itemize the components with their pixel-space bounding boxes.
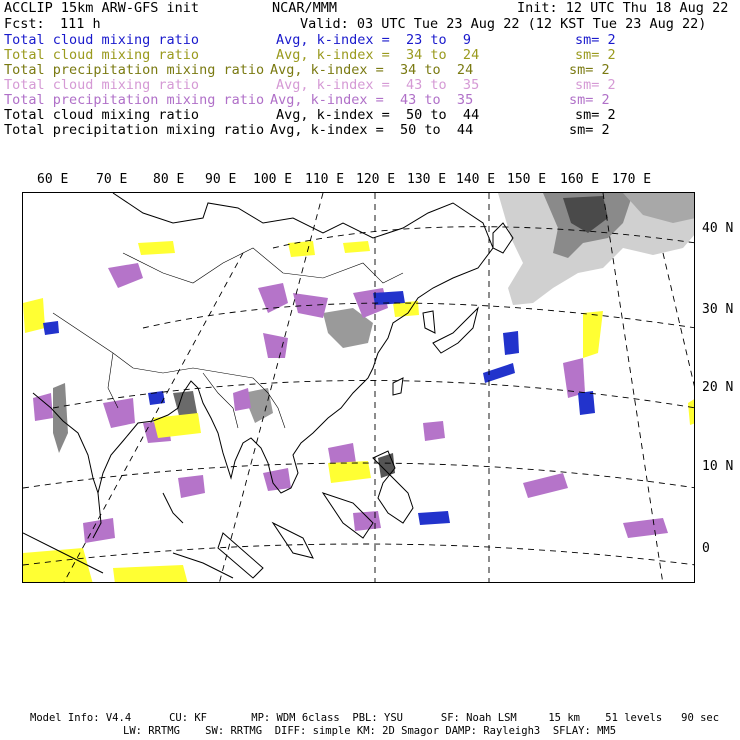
- field-smoothing: sm= 2: [575, 77, 616, 93]
- latitude-label: 40 N: [702, 221, 734, 236]
- field-name: Total precipitation mixing ratio: [4, 62, 265, 78]
- field-k-index-range: Avg, k-index = 43 to 35: [276, 77, 480, 93]
- map-canvas: [23, 193, 695, 583]
- latitude-label: 0: [702, 541, 710, 556]
- longitude-label: 70 E: [96, 172, 128, 187]
- map-panel: [22, 192, 695, 583]
- forecast-label: Fcst:: [4, 16, 45, 32]
- field-name: Total cloud mixing ratio: [4, 107, 200, 123]
- field-smoothing: sm= 2: [569, 62, 610, 78]
- field-smoothing: sm= 2: [569, 92, 610, 108]
- field-name: Total precipitation mixing ratio: [4, 92, 265, 108]
- longitude-label: 130 E: [407, 172, 447, 187]
- longitude-label: 80 E: [153, 172, 185, 187]
- longitude-label: 150 E: [507, 172, 547, 187]
- field-k-index-range: Avg, k-index = 50 to 44: [270, 122, 474, 138]
- longitude-label: 140 E: [456, 172, 496, 187]
- latitude-label: 10 N: [702, 459, 734, 474]
- field-k-index-range: Avg, k-index = 50 to 44: [276, 107, 480, 123]
- model-info-line1: Model Info: V4.4 CU: KF MP: WDM 6class PBL: YSU SF: Noah LSM 15 km 51 levels 90 sec: [30, 712, 720, 724]
- field-smoothing: sm= 2: [575, 47, 616, 63]
- model-title: ACCLIP 15km ARW-GFS init: [4, 0, 200, 16]
- longitude-label: 90 E: [205, 172, 237, 187]
- field-smoothing: sm= 2: [575, 107, 616, 123]
- field-name: Total cloud mixing ratio: [4, 47, 200, 63]
- longitude-label: 100 E: [253, 172, 293, 187]
- field-k-index-range: Avg, k-index = 34 to 24: [276, 47, 480, 63]
- purple-cloud-patches: [33, 263, 668, 543]
- field-name: Total cloud mixing ratio: [4, 77, 200, 93]
- org-label: NCAR/MMM: [272, 0, 338, 16]
- field-k-index-range: Avg, k-index = 34 to 24: [270, 62, 474, 78]
- field-k-index-range: Avg, k-index = 23 to 9: [276, 32, 472, 48]
- latitude-label: 20 N: [702, 380, 734, 395]
- longitude-label: 110 E: [305, 172, 345, 187]
- longitude-label: 170 E: [612, 172, 652, 187]
- model-info-line2: LW: RRTMG SW: RRTMG DIFF: simple KM: 2D Smagor DAMP: Rayleigh3 SFLAY: MM5: [123, 725, 617, 737]
- longitude-label: 60 E: [37, 172, 69, 187]
- forecast-hour: 111 h: [60, 16, 101, 32]
- longitude-label: 160 E: [560, 172, 600, 187]
- latitude-label: 30 N: [702, 302, 734, 317]
- valid-time: Valid: 03 UTC Tue 23 Aug 22 (12 KST Tue 23 Aug 22): [300, 16, 707, 32]
- field-name: Total cloud mixing ratio: [4, 32, 200, 48]
- field-name: Total precipitation mixing ratio: [4, 122, 265, 138]
- field-smoothing: sm= 2: [575, 32, 616, 48]
- init-time: Init: 12 UTC Thu 18 Aug 22: [517, 0, 729, 16]
- longitude-label: 120 E: [356, 172, 396, 187]
- field-smoothing: sm= 2: [569, 122, 610, 138]
- field-k-index-range: Avg, k-index = 43 to 35: [270, 92, 474, 108]
